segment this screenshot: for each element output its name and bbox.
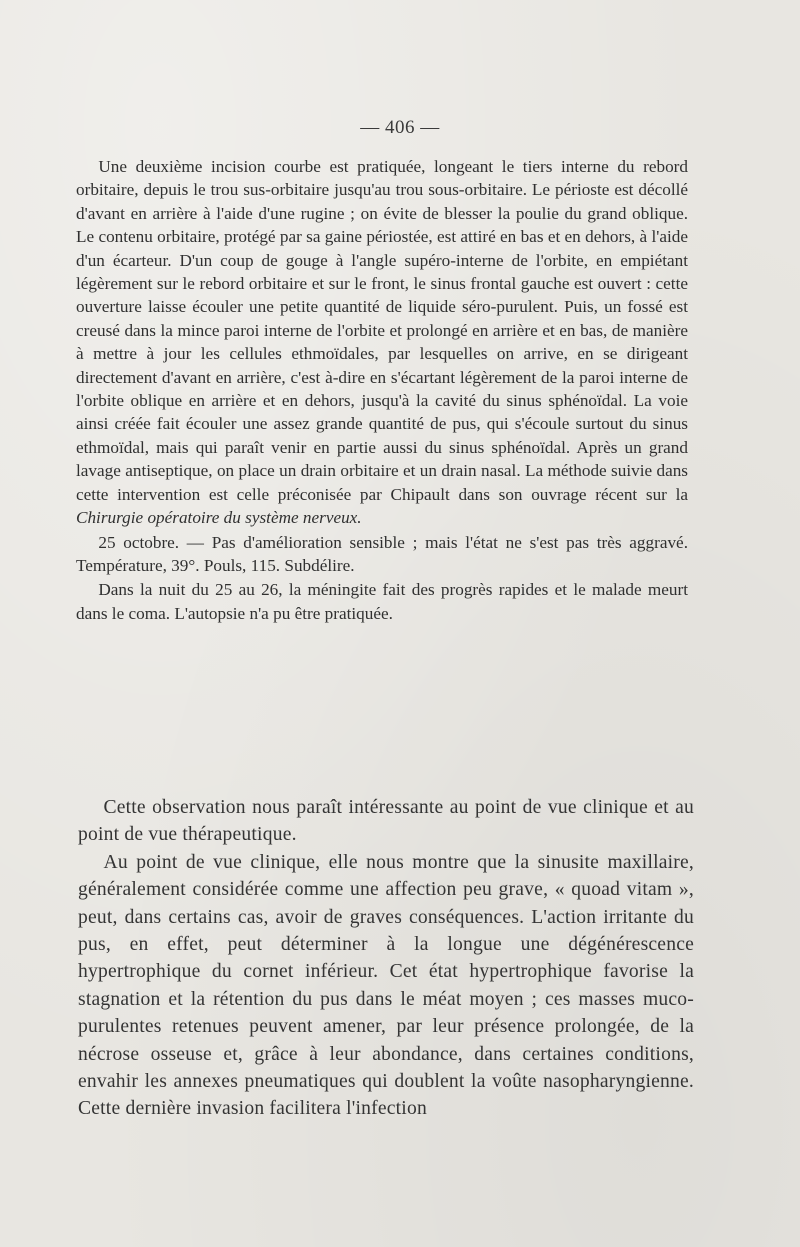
observation-surgery-text: Une deuxième incision courbe est pratiquée, longeant le tiers interne du rebord orbitaire, depuis le trou sus-orbitaire jusqu'au trou sous-orbitaire. Le périoste est décollé d'avant en arrière à l'aide d'une rugine ; on évite de blesser la poulie du grand oblique. Le contenu orbitaire, protégé par sa gaine périostée, est attiré en bas et en dehors, à l'aide d'un écarteur. D'un coup de gouge à l'angle supéro-interne de l'orbite, en empiétant légèrement sur le rebord orbitaire et sur le front, le sinus frontal gauche est ouvert : cette ouverture laisse écouler une petite quantité de liquide séro-purulent. Puis, un fossé est creusé dans la mince paroi interne de l'orbite et prolongé en arrière et en bas, de manière à mettre à jour les cellules ethmoïdales, par lesquelles on arrive, en se dirigeant directement d'avant en arrière, c'est à-dire en s'écartant légèrement de la paroi interne de l'orbite oblique en arrière et en dehors, jusqu'à la cavité du sinus sphénoïdal. La voie ainsi créée fait écouler une assez grande quantité de pus, qui s'écoule surtout du sinus ethmoïdal, mais qui paraît venir en partie aussi du sinus sphénoïdal. Après un grand lavage antiseptique, on place un drain orbitaire et un drain nasal. La méthode suivie dans cette intervention est celle préconisée par Chipault dans son ouvrage récent sur la: [76, 157, 688, 504]
clinical-observation-text: [76, 155, 688, 625]
observation-paragraph-october-25: 25 octobre. — Pas d'amélioration sensible ; mais l'état ne s'est pas très aggravé. Température, 39°. Pouls, 115. Subdélire.: [76, 532, 688, 575]
commentary-paragraph-intro: Cette observation nous paraît intéressante au point de vue clinique et au point de vue thérapeutique.: [78, 797, 694, 846]
commentary-text: [78, 794, 694, 1123]
commentary-paragraph-clinical: Au point de vue clinique, elle nous montre que la sinusite maxillaire, généralement considérée comme une affection peu grave, « quoad vitam », peut, dans certains cas, avoir de graves conséquences. L'action irritante du pus, en effet, peut déterminer à la longue une dégénérescence hypertrophique du cornet inférieur. Cet état hypertrophique favorise la stagnation et la rétention du pus dans le méat moyen ; ces masses muco-purulentes retenues peuvent amener, par leur présence prolongée, de la nécrose osseuse et, grâce à leur abondance, dans certaines conditions, envahir les annexes pneumatiques qui doublent la voûte nasopharyngienne. Cette dernière invasion facilitera l'infection: [78, 851, 694, 1120]
observation-paragraph-surgery: [76, 155, 688, 530]
cited-work-title: Chirurgie opératoire du système nerveux.: [76, 508, 362, 528]
observation-paragraph-outcome: Dans la nuit du 25 au 26, la méningite fait des progrès rapides et le malade meurt dans le coma. L'autopsie n'a pu être pratiquée.: [76, 580, 688, 623]
page-number: — 406 —: [360, 117, 440, 138]
